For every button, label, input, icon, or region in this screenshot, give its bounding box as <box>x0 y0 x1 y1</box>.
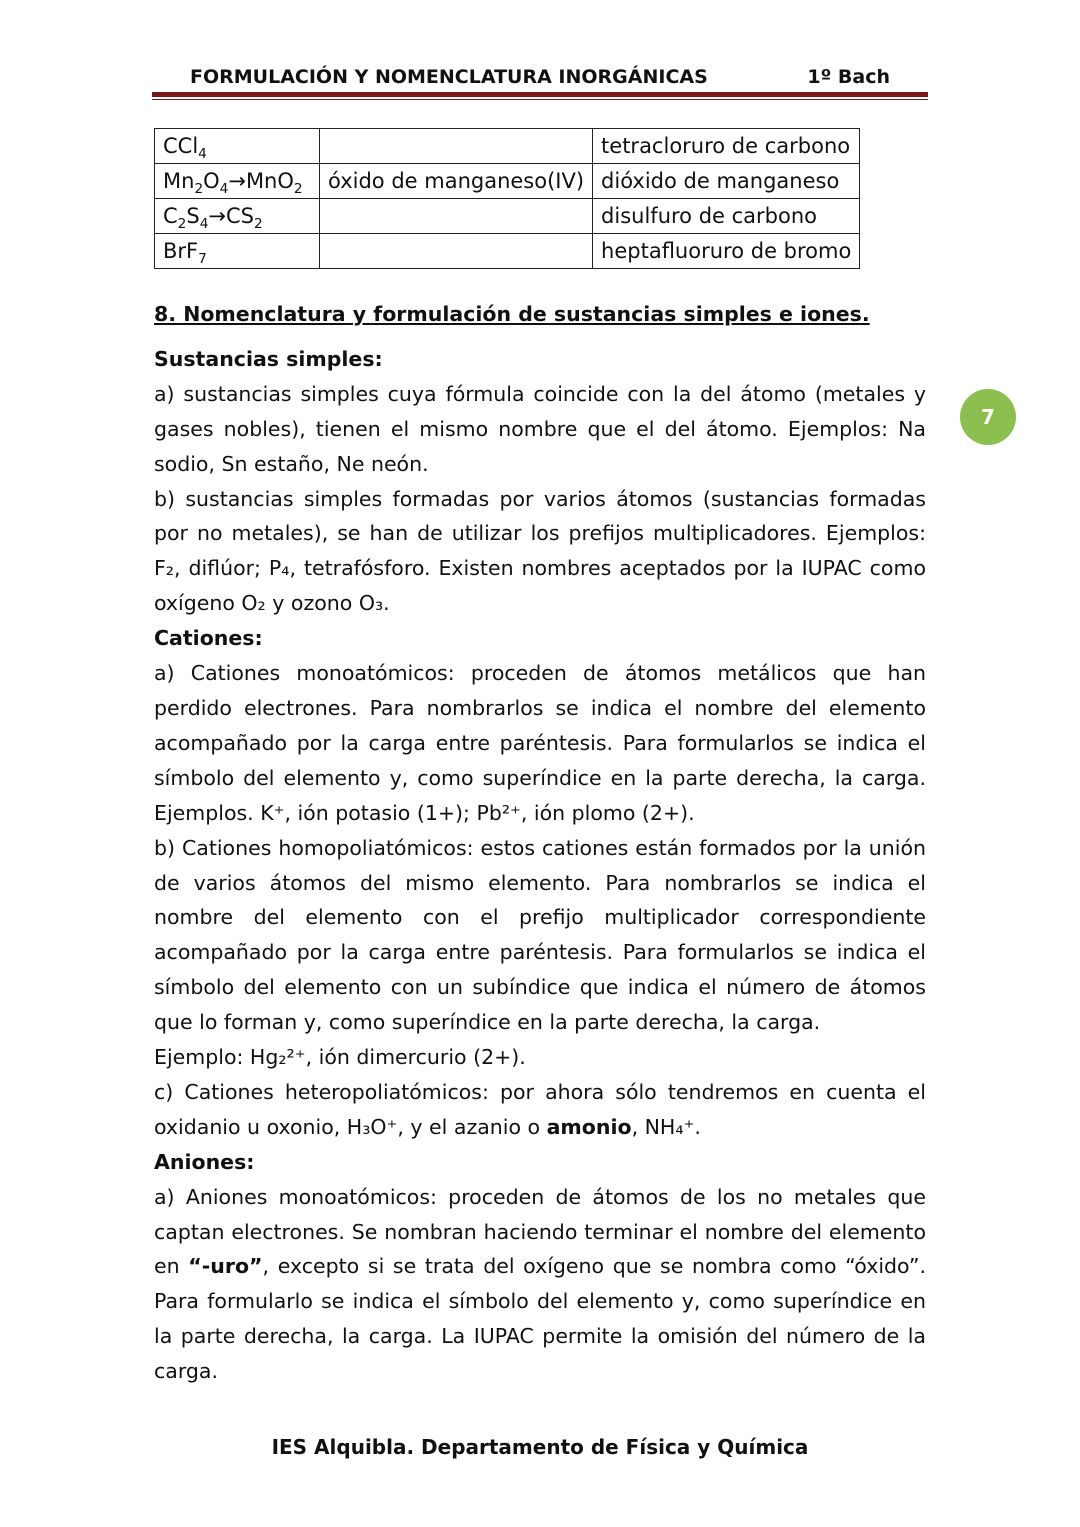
header-rule-thin <box>152 99 928 100</box>
formula-cell: $Mn_2O_4\to MnO_2$ <box>155 164 320 199</box>
systematic-name-cell: tetracloruro de carbono <box>593 129 860 164</box>
paragraph-cationes-example: Ejemplo: Hg₂²⁺, ión dimercurio (2+). <box>154 1045 526 1070</box>
formula-cell: CCl$_4$ <box>155 129 320 164</box>
text-run: , NH₄⁺. <box>631 1114 701 1139</box>
bold-term: amonio <box>546 1114 632 1139</box>
header-title: FORMULACIÓN Y NOMENCLATURA INORGÁNICAS <box>190 66 708 88</box>
formula-cell: BrF$_7$ <box>155 234 320 269</box>
paragraph-cationes-b: b) Cationes homopoliatómicos: estos cationes están formados por la unión de varios átomos del mismo elemento. Para nombrarlos se indica el nombre del elemento con el prefijo multiplicador correspondiente acompañado por la carga entre paréntesis. Para formularlos se indica el símbolo del elemento con un subíndice que indica el número de átomos que lo forman y, como superíndice en la parte derecha, la carga. <box>154 835 926 1035</box>
stock-name-cell <box>320 129 593 164</box>
text-run: c) Cationes heteropoliatómicos: por ahora sólo tendremos en cuenta el oxidanio u oxonio, H₃O⁺, y el azanio o <box>154 1079 926 1139</box>
compounds-table <box>154 128 860 269</box>
stock-name-cell: óxido de manganeso(IV) <box>320 164 593 199</box>
paragraph-aniones-a <box>154 1180 926 1389</box>
table-row <box>155 199 860 234</box>
systematic-name-cell: dióxido de manganeso <box>593 164 860 199</box>
main-content <box>154 297 926 1389</box>
systematic-name-cell: disulfuro de carbono <box>593 199 860 234</box>
text-run: a) Aniones monoatómicos: proceden de átomos de los no metales que captan electrones. Se nombran haciendo terminar el nombre del elemento en <box>154 1184 926 1279</box>
page-footer: IES Alquibla. Departamento de Física y Química <box>271 1435 809 1459</box>
systematic-name-cell: heptafluoruro de bromo <box>593 234 860 269</box>
table-row <box>155 129 860 164</box>
table-row <box>155 164 860 199</box>
header-level: 1º Bach <box>807 66 890 88</box>
bold-term: “-uro” <box>188 1254 263 1279</box>
stock-name-cell <box>320 199 593 234</box>
paragraph-cationes-c <box>154 1075 926 1145</box>
header-rule <box>152 92 928 97</box>
stock-name-cell <box>320 234 593 269</box>
page-header <box>152 64 928 88</box>
section-title: 8. Nomenclatura y formulación de sustancias simples e iones. <box>154 302 870 326</box>
subheading-cationes: Cationes: <box>154 626 263 651</box>
subheading-aniones: Aniones: <box>154 1149 255 1174</box>
page-number-badge: 7 <box>960 389 1016 445</box>
paragraph-simples-a: a) sustancias simples cuya fórmula coincide con la del átomo (metales y gases nobles), tienen el mismo nombre que el del átomo. Ejemplos: Na sodio, Sn estaño, Ne neón. <box>154 381 926 476</box>
text-run: , excepto si se trata del oxígeno que se nombra como “óxido”. Para formularlo se indica el símbolo del elemento y, como superíndice en la parte derecha, la carga. La IUPAC permite la omisión del número de la carga. <box>154 1254 926 1384</box>
paragraph-cationes-a: a) Cationes monoatómicos: proceden de átomos metálicos que han perdido electrones. Para nombrarlos se indica el nombre del elemento acompañado por la carga entre paréntesis. Para formularlos se indica el símbolo del elemento y, como superíndice en la parte derecha, la carga. Ejemplos. K⁺, ión potasio (1+); Pb²⁺, ión plomo (2+). <box>154 661 926 825</box>
subheading-sustancias-simples: Sustancias simples: <box>154 346 383 371</box>
table-row <box>155 234 860 269</box>
paragraph-simples-b: b) sustancias simples formadas por varios átomos (sustancias formadas por no metales), se han de utilizar los prefijos multiplicadores. Ejemplos: F₂, diflúor; P₄, tetrafósforo. Existen nombres aceptados por la IUPAC como oxígeno O₂ y ozono O₃. <box>154 486 926 616</box>
formula-cell: $C_2S_4\to CS_2$ <box>155 199 320 234</box>
